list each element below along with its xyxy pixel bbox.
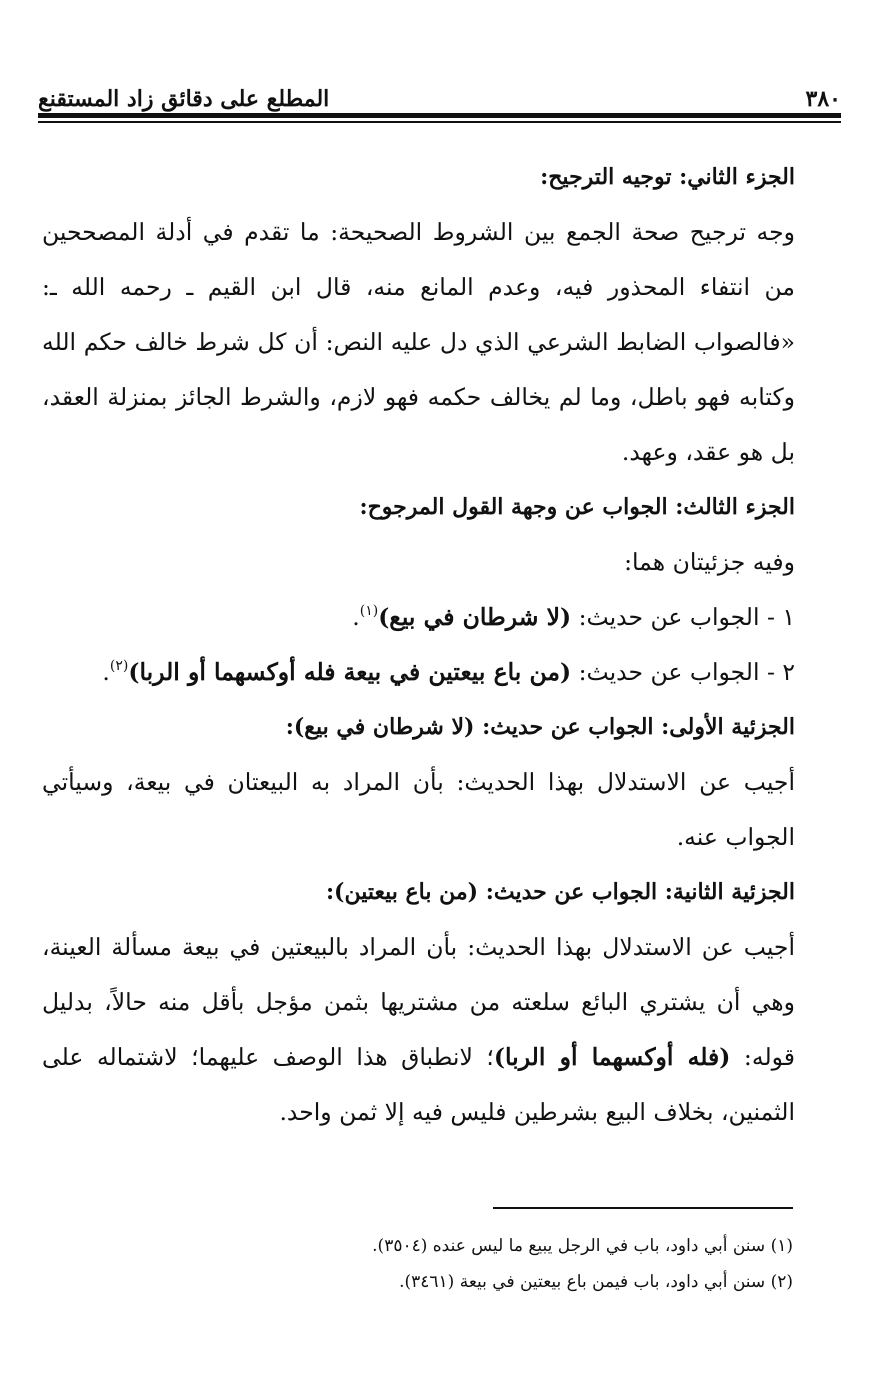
footnote-2: (٢) سنن أبي داود، باب فيمن باع بيعتين في بيعة (٣٤٦١). xyxy=(399,1272,793,1292)
page-header xyxy=(38,72,841,112)
header-rule-thin xyxy=(38,121,841,123)
item2-prefix: ٢ - الجواب عن حديث: xyxy=(571,658,795,686)
page-number: ٣٨٠ xyxy=(805,86,841,112)
answer-two-text-b: ؛ لانطباق هذا الوصف عليهما؛ لاشتماله على الثمنين، بخلاف البيع بشرطين فليس فيه إلا ثمن واحد. xyxy=(42,1043,795,1126)
list-item-2: ٢ - الجواب عن حديث: (من باع بيعتين في بيعة فله أوكسهما أو الربا)$^{(٢)}$. xyxy=(102,658,795,686)
paragraph-two-parts: وفيه جزئيتان هما: xyxy=(624,548,795,576)
page-body xyxy=(42,150,795,1140)
heading-subpart-one: الجزئية الأولى: الجواب عن حديث: (لا شرطان في بيع): xyxy=(285,714,795,740)
item2-hadith: (من باع بيعتين في بيعة فله أوكسهما أو الربا) xyxy=(128,658,572,686)
answer-two-quote: (فله أوكسهما أو الربا) xyxy=(493,1043,731,1071)
footnote-1: (١) سنن أبي داود، باب في الرجل يبيع ما ليس عنده (٣٥٠٤). xyxy=(372,1236,793,1256)
list-item-1: ١ - الجواب عن حديث: (لا شرطان في بيع)$^{(١)}$. xyxy=(352,603,795,631)
running-title: المطلع على دقائق زاد المستقنع xyxy=(38,86,330,112)
footnote-ref-1: (١) xyxy=(359,603,379,619)
heading-part-three: الجزء الثالث: الجواب عن وجهة القول المرجوح: xyxy=(359,494,795,520)
answer-two-text-a: أجيب عن الاستدلال بهذا الحديث: بأن المراد بالبيعتين في بيعة مسألة العينة، وهي أن يشتري البائع سلعته من مشتريها بثمن مؤجل بأقل منه حالاً، بدليل قوله: xyxy=(42,933,795,1071)
heading-subpart-two: الجزئية الثانية: الجواب عن حديث: (من باع بيعتين): xyxy=(325,879,795,905)
footnote-ref-2: (٢) xyxy=(109,658,129,674)
item1-hadith: (لا شرطان في بيع) xyxy=(378,603,572,631)
header-rule-thick xyxy=(38,113,841,118)
heading-part-two: الجزء الثاني: توجيه الترجيح: xyxy=(540,164,795,190)
paragraph-preference-reason: وجه ترجيح صحة الجمع بين الشروط الصحيحة: ما تقدم في أدلة المصححين من انتفاء المحذور فيه، وعدم المانع منه، قال ابن القيم ـ رحمه الله ـ: «فالصواب الضابط الشرعي الذي دل عليه النص: أن كل شرط خالف حكم الله وكتابه فهو باطل، وما لم يخالف حكمه فهو لازم، والشرط الجائز بمنزلة العقد، بل هو عقد، وعهد. xyxy=(42,218,795,466)
item1-prefix: ١ - الجواب عن حديث: xyxy=(571,603,795,631)
footnote-separator xyxy=(493,1207,793,1209)
paragraph-answer-two xyxy=(42,920,795,1140)
paragraph-answer-one: أجيب عن الاستدلال بهذا الحديث: بأن المراد به البيعتان في بيعة، وسيأتي الجواب عنه. xyxy=(42,768,795,851)
footnotes xyxy=(120,1228,793,1300)
